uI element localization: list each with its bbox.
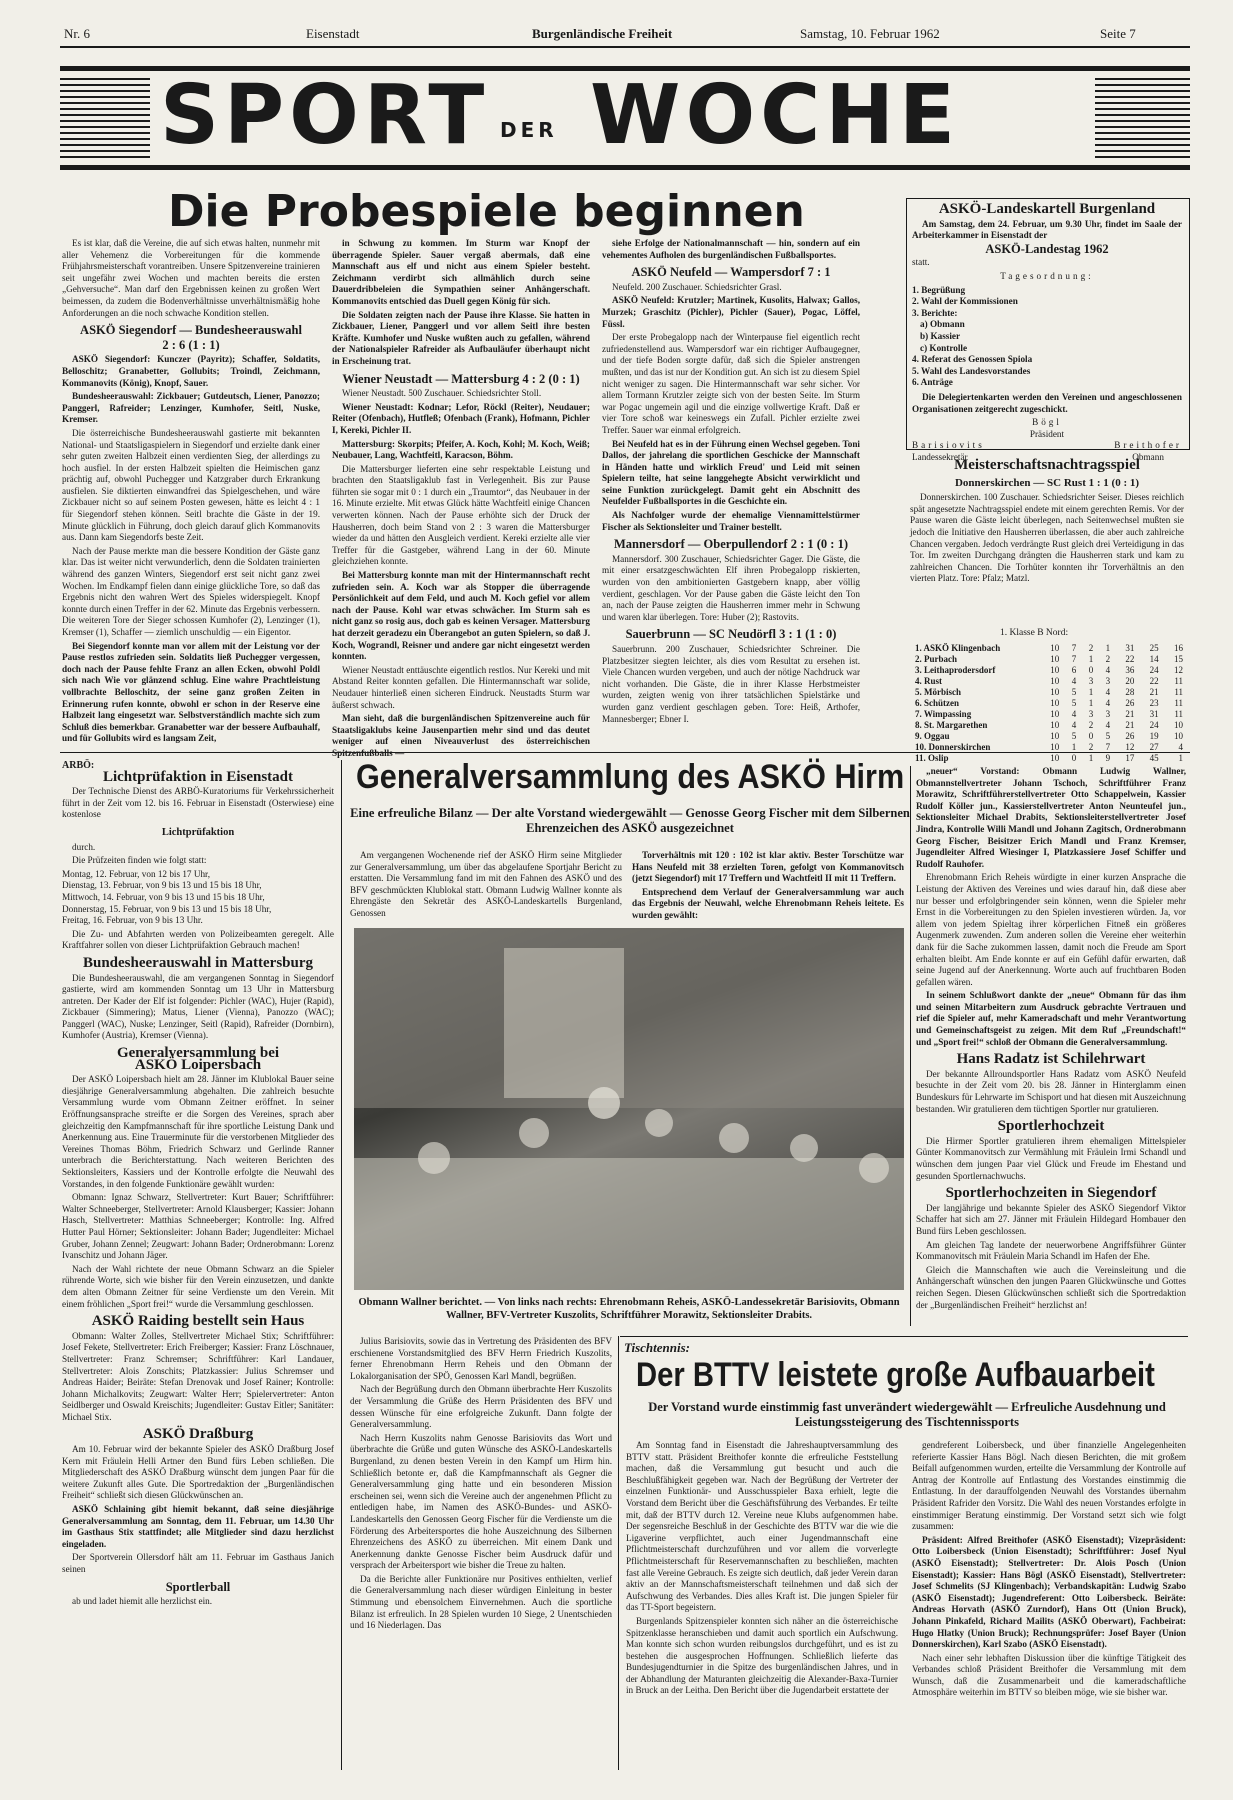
match1-report-4: in Schwung zu kommen. Im Sturm war Knopf der überragende Spieler. Sauer vergaß abermals, daß eine Mannschaft aus elf und nicht aus einem Spieler besteht. Zeichmann verdirbt sich allmählich durch seine Dauerdribbeleien die Sympathien seiner Anhängerschaft. Kommanovits entschied das Duell gegen König für sich. bbox=[332, 238, 590, 306]
table-cell: 2 bbox=[1088, 719, 1094, 730]
drassburg-title: ASKÖ Draßburg bbox=[142, 1426, 254, 1443]
match1-report-2: Nach der Pause merkte man die bessere Kondition der Gäste ganz klar. Das ist weiter nicht verwunderlich, denn die Soldaten trainierten während des ganzen Winters, Siegendorf erst seit nicht ganz zwei Wochen. Im Endkampf fielen dann einige glückliche Tore, so daß das Ergebnis nicht den wahren Wert des Spieles widerspiegelt. Knopf konnte durch einen Treffer in der 62. Minute das Ergebnis verbessern. Die weiteren Tore der Sieger schossen Kumhofer (2), Lenzinger (1), Kremser (1), Schaffer — ziemlich unschuldig — ein Eigentor. bbox=[62, 545, 320, 637]
header-rule bbox=[60, 46, 1190, 48]
table-cell: 10 bbox=[1050, 741, 1060, 752]
team-name: 9. Oggau bbox=[915, 730, 950, 741]
table-cell: 21 bbox=[1149, 686, 1159, 697]
hirm-board: „neuer“ Vorstand: Obmann Ludwig Wallner, Obmannstellvertreter Johann Tschoch, Schriftführer Franz Morawitz, Schriftführerstellvertreter Otto Schappelwein, Kassier Rudolf Köller jun., Kassierstellvertreter Anton Neunteufel jun., Sektionsleiter Michael Drabits, Sektionsleiterstellvertreter Josef Jindra, Kontrolle Willi Mandl und Johann Zagitsch, Ordnerobmann Georg Fischer, Beisitzer Erich Mandl und Franz Kremser, Jugendleiter Alfred Wiesinger I, Platzkassiere Josef Schiffer und Rudolf Rauhofer. bbox=[916, 766, 1186, 869]
place: Eisenstadt bbox=[306, 26, 360, 41]
table-cell: 2 bbox=[1088, 642, 1094, 653]
match1-lineup-away: Bundesheerauswahl: Zickbauer; Gutdeutsch, Liener, Panozzo; Panggerl, Rafreider; Lenzinger, Kumhofer, Seitl, Nuske, Kremser. bbox=[62, 391, 320, 425]
bttv-text-5: Nach einer sehr lebhaften Diskussion über die künftige Tätigkeit des Verbandes schloß Präsident Breithofer die Versammlung mit dem Wunsch, daß die Zusammenarbeit und die kameradschaftliche Atmosphäre weiterhin im BTTV so bleiben möge, wie sie bisher war. bbox=[912, 1652, 1186, 1698]
match3-report-1: Der erste Probegalopp nach der Winterpause fiel eigentlich recht zufriedenstellend aus. Wampersdorf war ein richtiger Aufbaugegner, und der tiefe Boden sorgte dafür, daß sich die Spieler anstrengen mußten, und das ist nur der Kondition gut. An sich ist zu diesem Spiel nicht weniger zu sagen. Die Hintermannschaft war sehr sicher. Vor allem Tormann Krutzler zeigte sich von der besten Seite. Im Sturm war Pogac ungemein agil und die einzige vollwertige Kraft. Daß er vier Tore schoß war keineswegs ein Zufall. Pichler erzielte zwei Treffer. Sauer war einmal erfolgreich. bbox=[602, 332, 860, 435]
match2-info: Wiener Neustadt. 500 Zuschauer. Schiedsrichter Stoll. bbox=[342, 388, 542, 399]
hirm-text-4: Julius Barisiovits, sowie das in Vertretung des Präsidenten des BFV erschienene Vorstandsmitglied des BFV Herrn Friedrich Kuszolits, ferner Ehrenobmann Herrn Reheis und den Obmann der Lokalorganisation der SPÖ, Genossen Karl Mandl, begrüßen. bbox=[350, 1336, 612, 1381]
match2-report-2: Bei Mattersburg konnte man mit der Hintermannschaft recht zufrieden sein. A. Koch war als Stopper die überragende Persönlichkeit auf dem Feld, und auch M. Koch gefiel vor allem nach der Pause. Kohl war etwas schwächer. Im Sturm sah es nicht ganz so rosig aus, doch gab es keinen Versager. Mattersburg hat derzeit geradezu ein Überangebot an guten Spielern, so daß J. Koch, Wograndl, Reisner und andere gar nicht eingesetzt werden konnten. bbox=[332, 570, 590, 662]
agenda-item: 3. Berichte: bbox=[912, 307, 958, 318]
table-cell: 4 bbox=[1071, 675, 1077, 686]
table-cell: 4 bbox=[1105, 664, 1111, 675]
table-cell: 2 bbox=[1105, 653, 1111, 664]
team-name: 8. St. Margarethen bbox=[915, 719, 988, 730]
match2-lineup-home: Wiener Neustadt: Kodnar; Lefor, Röckl (Reiter), Neudauer; Reiter (Ofenbach), Hutfleß; Ofenbach (Frank), Hofmann, Pichler I, Kereki, Pichler II. bbox=[332, 401, 590, 435]
table-cell: 7 bbox=[1071, 653, 1077, 664]
team-name: 4. Rust bbox=[915, 675, 943, 686]
table-cell: 10 bbox=[1174, 719, 1183, 730]
table-cell: 16 bbox=[1174, 642, 1183, 653]
photo-caption: Obmann Wallner berichtet. — Von links nach rechts: Ehrenobmann Reheis, ASKÖ-Landessekretär Barisiovits, Obmann Wallner, BFV-Vertreter Kuszolits, Schriftführer Morawitz, Sektionsleiter Drabits. bbox=[358, 1297, 900, 1321]
kartell-agenda-title: Tagesordnung: bbox=[1000, 270, 1094, 281]
team-name: 1. ASKÖ Klingenbach bbox=[915, 642, 1001, 653]
match1-report-1: Die österreichische Bundesheerauswahl gastierte mit bekannten National- und Staatsligaspielern in Siegendorf und erzielte dank einer sehr guten zweiten Halbzeit einen verdienten Sieg, der allerdings zu hoch ausfiel. In der ersten Halbzeit spielten die Heimischen ganz prächtig auf, obwohl Puchegger und Katzgraber durch Erkrankung ausfielen. Sie diktierten einwandfrei das Spielgeschehen, und wäre Zickbauer nicht so auf seinem Posten gewesen, hätte es leicht 4 : 1 für Siegendorf stehen können. Seitl brachte die Gäste in der 19. Minute glücklich in Führung, doch gleich darauf glich Kommanovits aus. Dann kam Siegendorfs beste Zeit. bbox=[62, 427, 320, 543]
table-cell: 11 bbox=[1174, 708, 1183, 719]
team-name: 3. Leithaprodersdorf bbox=[915, 664, 996, 675]
kartell-title: ASKÖ-Landeskartell Burgenland bbox=[938, 201, 1156, 217]
table-cell: 21 bbox=[1125, 719, 1135, 730]
table-cell: 3 bbox=[1105, 708, 1111, 719]
table-cell: 26 bbox=[1125, 697, 1135, 708]
kartell-agenda bbox=[912, 285, 1182, 389]
table-cell: 17 bbox=[1125, 752, 1135, 763]
table-cell: 20 bbox=[1125, 675, 1135, 686]
table-cell: 45 bbox=[1149, 752, 1159, 763]
loipersbach-text-1: Der ASKÖ Loipersbach hielt am 28. Jänner im Klublokal Bauer seine diesjährige Generalversammlung abgehalten. Die zahlreich besuchte Versammlung wurde vom Obmann Zeitner eröffnet. In seiner Eröffnungsansprache streifte er die Sorgen des Vereines, sprach aber gleichzeitig den Kampfmannschaft für ihre sportliche Leistung Dank und Anerkennung aus. Eine Trauerminute für die verstorbenen Mitglieder des Vereines Thomas Böhm, Friedrich Schwarz und Gerlinde Ranner unterbrach die Berichterstattung. Nach weiteren Berichten des Sektionsleiters, Kassiers und der Kontrolle erfolgte die Neuwahl des Vorstandes, in den folgende Funktionäre gewählt wurden: bbox=[62, 1074, 334, 1189]
president-name: Bögl bbox=[1032, 417, 1062, 428]
table-cell: 10 bbox=[1050, 719, 1060, 730]
column-rule bbox=[341, 760, 342, 1770]
nachtrag-title: Meisterschaftsnachtragsspiel bbox=[954, 457, 1140, 473]
table-row bbox=[912, 730, 1186, 741]
team-name: 5. Mörbisch bbox=[915, 686, 961, 697]
table-cell: 3 bbox=[1088, 675, 1094, 686]
match3-lineup: ASKÖ Neufeld: Krutzler; Martinek, Kusolits, Halwax; Gallos, Murzek; Graschitz (Pichler), Pichler (Sauer), Pogac, Löffel, Füssl. bbox=[602, 295, 860, 329]
table-row bbox=[912, 686, 1186, 697]
masthead-bottom-rule bbox=[60, 165, 1190, 170]
arbo-durch: durch. bbox=[72, 841, 96, 852]
match1-lineup-home: ASKÖ Siegendorf: Kunczer (Payritz); Schaffer, Soldatits, Belloschitz; Granabetter, Gollubits; Troindl, Zeichmann, Kommanovits (König), Knopf, Sauer. bbox=[62, 354, 320, 388]
table-cell: 1 bbox=[1088, 653, 1094, 664]
table-cell: 10 bbox=[1050, 752, 1060, 763]
agenda-item: a) Obmann bbox=[920, 319, 965, 330]
table-cell: 10 bbox=[1050, 686, 1060, 697]
table-cell: 3 bbox=[1105, 675, 1111, 686]
ollersdorf-text: Der Sportverein Ollersdorf hält am 11. Februar im Gasthaus Janich seinen bbox=[62, 1552, 334, 1574]
table-cell: 5 bbox=[1071, 697, 1077, 708]
table-cell: 4 bbox=[1105, 686, 1111, 697]
match4-title: Mannersdorf — Oberpullendorf 2 : 1 (0 : 1) bbox=[613, 537, 848, 552]
agenda-item: b) Kassier bbox=[920, 330, 961, 341]
team-name: 6. Schützen bbox=[915, 697, 960, 708]
president-role: Präsident bbox=[1029, 428, 1065, 439]
table-cell: 23 bbox=[1149, 697, 1159, 708]
siegendorf-text-2: Am gleichen Tag landete der neuerworbene Angriffsführer Günter Kommanovitsch mit Fräulein Maria Schandl im Hafen der Ehe. bbox=[916, 1239, 1186, 1262]
bundesheer-title: Bundesheerauswahl in Mattersburg bbox=[82, 954, 314, 971]
nachtrag-report: Donnerskirchen. 100 Zuschauer. Schiedsrichter Seiser. Dieses reichlich spät angesetzte Nachtragsspiel endete mit einem gerechten Remis. Vor der Pause waren die Gäste leicht überlegen, nach Seitenwechsel mußten sie jedoch die Initiative den Hausherren überlassen, die aber auch zahlreiche Chancen vergaben. Jedoch verdrängte Rust gleich drei Verteidigung in das Tor. Im zweiten Durchgang drängten die Hausherren stark und kam zu zahlreichen Chancen. Die Torhüter konnten ihr Torverhältnis an den vierten Platz. Tore: Pfalz; Matzl. bbox=[910, 492, 1184, 584]
arbo-label: ARBÖ: bbox=[62, 760, 95, 771]
team-name: 11. Oslip bbox=[915, 752, 949, 763]
match2-report-5: siehe Erfolge der Nationalmannschaft — hin, sondern auf ein vehementes Aufholen des burgenländischen Fußballsportes. bbox=[602, 238, 860, 260]
siegendorf-text-3: Gleich die Mannschaften wie auch die Vereinsleitung und die Anhängerschaft wünschen den jungen Paaren Glückwünsche und Gottes reichen Segen. Diesen Glückwünschen schließt sich die Sportredaktion der „Burgenländischen Freiheit“ herzlichst an! bbox=[916, 1264, 1186, 1310]
arbo-times-intro: Die Prüfzeiten finden wie folgt statt: bbox=[72, 855, 207, 866]
siegendorf-title: Sportlerhochzeiten in Siegendorf bbox=[945, 1185, 1157, 1202]
league-table bbox=[912, 642, 1186, 763]
bttv-top-rule bbox=[620, 1336, 1188, 1337]
hirm-column-c bbox=[350, 1336, 612, 1770]
table-cell: 24 bbox=[1149, 664, 1159, 675]
table-cell: 10 bbox=[1050, 697, 1060, 708]
table-row bbox=[912, 675, 1186, 686]
match2-report-1: Die Mattersburger lieferten eine sehr respektable Leistung und brachten den Staatsligaklub fast in Verlegenheit. Bis zur Pause führten sie sogar mit 0 : 1 durch ein „Traumtor“, das Neubauer in der 16. Minute erzielte. Mit etwas Glück hätte Wachtfeitl einige Chancen verwerten können. Nach der Pause erhöhte sich der Druck der Hausherren, doch beim Stand von 2 : 3 waren die Mattersburger wieder da und hätten den Ausgleich verdient. Kereki erzielte alle vier Treffer für die Gastgeber, während Lang in der 60. Minute gleichziehen konnte. bbox=[332, 463, 590, 567]
secretary-role: Landessekretär bbox=[912, 451, 968, 462]
arbo-time: Donnerstag, 15. Februar, von 9 bis 13 und 15 bis 18 Uhr, bbox=[62, 903, 272, 914]
hirm-text-2: Torverhältnis mit 120 : 102 ist klar aktiv. Bester Torschütze war Hans Neufeld mit 38 erzielten Toren, gefolgt von Kommanovitsch (jetzt Siegendorf) mit 17 Treffern und Wachtfeitl II mit 11 Treffern. bbox=[632, 850, 904, 884]
match3-report-2: Bei Neufeld hat es in der Führung einen Wechsel gegeben. Toni Dallos, der jahrelang die sportlichen Geschicke der Mannschaft in Händen hatte und wirklich Freud' und Leid mit seinen Spielern teilte, hat seine langgehegte Absicht verwirklicht und seine Funktion zurückgelegt. Damit geht ein Abschnitt des Neufelder Fußballsportes in die Geschichte ein. bbox=[602, 438, 860, 507]
hirm-column-b bbox=[632, 850, 904, 920]
table-cell: 4 bbox=[1178, 741, 1183, 752]
team-name: 10. Donnerskirchen bbox=[915, 741, 991, 752]
raiding-title: ASKÖ Raiding bestellt sein Haus bbox=[91, 1313, 305, 1330]
drassburg-text: Am 10. Februar wird der bekannte Spieler des ASKÖ Draßburg Josef Kern mit Fräulein Helli Artner den Bund fürs Leben schließen. Die Mitgliederschaft des ASKÖ Draßburg wünscht dem jungen Paar für die weitere Zukunft alles Gute. Die Sportredaktion der „Burgenländischen Freiheit“ schließt sich diesen Glückwünschen an. bbox=[62, 1444, 334, 1501]
masthead-word-der: DER bbox=[500, 118, 558, 142]
hirm-text-5: Nach der Begrüßung durch den Obmann überbrachte Herr Kuszolits der Versammlung die Grüße des Herrn Präsidenten des BFV und dessen Wünsche für eine erfolgreiche Zukunft. Dann folgte der Generalversammlung. bbox=[350, 1384, 612, 1430]
table-cell: 21 bbox=[1125, 708, 1135, 719]
table-cell: 31 bbox=[1125, 642, 1135, 653]
column-rule bbox=[910, 766, 911, 1326]
table-row bbox=[912, 741, 1186, 752]
hochzeit-text: Die Hirmer Sportler gratulieren ihrem ehemaligen Mittelspieler Günter Kommanovitsch zur Vermählung mit Fräulein Irmi Schandl und wünschen dem jungen Paar viel Glück und Freude im Ehestand und gesunden Sportlernachwuchs. bbox=[916, 1135, 1186, 1181]
match4-report: Mannersdorf. 300 Zuschauer, Schiedsrichter Gager. Die Gäste, die mit einer ersatzgeschwächten Elf ihren Probegalopp riskierten, wurden von den ambitionierten Gastgebern knapp, aber völlig verdient, geschlagen. Vor der Pause gaben die Gäste leicht den Ton an, nach der Pause zeigten die Hausherren immer mehr in Schwung und waren klar überlegen. Tore: Huber (2); Rastovits. bbox=[602, 553, 860, 622]
arbo-time: Montag, 12. Februar, von 12 bis 17 Uhr, bbox=[62, 868, 211, 879]
arbo-title: Lichtprüfaktion in Eisenstadt bbox=[102, 768, 294, 785]
masthead-hatch-right bbox=[1095, 78, 1190, 158]
nachtrag-match: Donnerskirchen — SC Rust 1 : 1 (0 : 1) bbox=[954, 476, 1140, 489]
arbo-text: Der Technische Dienst des ARBÖ-Kuratoriums für Verkehrssicherheit führt in der Zeit vom 12. bis 16. Februar in Eisenstadt (Osterwiese) eine kostenlose bbox=[62, 786, 334, 820]
schlaining-text: ASKÖ Schlaining gibt hiemit bekannt, daß seine diesjährige Generalversammlung am Sonntag, dem 11. Februar, um 14.30 Uhr im Gasthaus Stix stattfindet; alle Mitglieder sind dazu herzlichst eingeladen. bbox=[62, 1504, 334, 1549]
table-cell: 11 bbox=[1174, 697, 1183, 708]
table-cell: 1 bbox=[1088, 686, 1094, 697]
table-cell: 11 bbox=[1174, 675, 1183, 686]
table-cell: 3 bbox=[1088, 708, 1094, 719]
table-cell: 25 bbox=[1149, 642, 1159, 653]
table-cell: 4 bbox=[1105, 697, 1111, 708]
table-row bbox=[912, 719, 1186, 730]
issue-number: Nr. 6 bbox=[64, 26, 90, 41]
table-cell: 10 bbox=[1050, 730, 1060, 741]
table-row bbox=[912, 752, 1186, 763]
table-cell: 5 bbox=[1071, 730, 1077, 741]
match5-title: Sauerbrunn — SC Neudörfl 3 : 1 (1 : 0) bbox=[625, 627, 837, 642]
bttv-column-2 bbox=[912, 1440, 1186, 1770]
hirm-column-a bbox=[350, 850, 622, 920]
table-cell: 12 bbox=[1174, 664, 1183, 675]
kartell-signature-president bbox=[912, 417, 1182, 440]
bttv-text-2: Burgenlands Spitzenspieler konnten sich näher an die österreichische Spitzenklasse heranschieben und damit auch sportlich ein Aufschwung. Man konnte sich schon wurden reibungslos durchgeführt, und es ist zu bestehen die ausgesprochen Hoffnungen. Schließlich lieferte das Bundesjugendturnier in die Spitze des burgenländischen Jahres, und in der Abhandlung der Maturanten gleichzeitig die Alexander-Baxa-Turnier in Bruck an der Leitha. Den Bericht über die Jugendarbeit erstattete der bbox=[626, 1615, 898, 1696]
hirm-text-1: Am vergangenen Wochenende rief der ASKÖ Hirm seine Mitglieder zur Generalversammlung, um über das abgelaufene Sportjahr Bericht zu erstatten. Die Versammlung fand im mit den Fahnen des ASKÖ und des BFV geschmückten Klublokal statt. Obmann Ludwig Wallner konnte als Ehrengäste den Sekretär des ASKÖ-Landeskartells Burgenland, Genossen bbox=[350, 850, 622, 918]
match3-info: Neufeld. 200 Zuschauer. Schiedsrichter Grasl. bbox=[612, 281, 782, 292]
team-name: 7. Wimpassing bbox=[915, 708, 972, 719]
loipersbach-text-3: Nach der Wahl richtete der neue Obmann Schwarz an die Spieler rührende Worte, sich wie bisher für den Verein einzusetzen, und dankte dem alten Obmann Zeitner für seine Verdienste um den Verein. Mit einem fröhlichen „Sport frei!“ wurde die Versammlung geschlossen. bbox=[62, 1263, 334, 1309]
table-cell: 1 bbox=[1178, 752, 1183, 763]
table-cell: 1 bbox=[1088, 752, 1094, 763]
chairman-role: Obmann bbox=[1132, 451, 1164, 462]
table-row bbox=[912, 653, 1186, 664]
table-cell: 10 bbox=[1050, 664, 1060, 675]
table-cell: 2 bbox=[1088, 741, 1094, 752]
match1-title: ASKÖ Siegendorf — Bundesheerauswahl bbox=[80, 323, 302, 338]
table-cell: 0 bbox=[1088, 730, 1094, 741]
table-cell: 15 bbox=[1174, 653, 1183, 664]
masthead-word-sport: SPORT bbox=[160, 68, 490, 163]
table-cell: 10 bbox=[1050, 675, 1060, 686]
kartell-intro: Am Samstag, dem 24. Februar, um 9.30 Uhr, findet im Saale der Arbeiterkammer in Eisenstadt der bbox=[912, 218, 1182, 241]
left-lower-column bbox=[62, 760, 334, 1770]
bttv-subhead: Der Vorstand wurde einstimmig fast unverändert wiedergewählt — Erfreuliche Ausdehnung und Leistungssteigerung des Tischtennissports bbox=[648, 1400, 1166, 1429]
match2-lineup-away: Mattersburg: Skorpits; Pfeifer, A. Koch, Kohl; M. Koch, Weiß; Neubauer, Lang, Wachtfeitl, Karacson, Böhm. bbox=[332, 438, 590, 461]
table-cell: 28 bbox=[1125, 686, 1135, 697]
table-cell: 5 bbox=[1071, 686, 1077, 697]
table-cell: 27 bbox=[1149, 741, 1159, 752]
league-table-title: 1. Klasse B Nord: bbox=[1000, 628, 1069, 638]
match1-report-3: Bei Siegendorf konnte man vor allem mit der Leistung vor der Pause restlos zufrieden sein. Soldatits ließ Puchegger vergessen, doch nach der Pause fehlte Franz an allen Ecken, obwohl Poldl sich nach Wie vor glänzend schlug. Eine wahre Prachtleistung vollbrachte Belloschitz, der seine ganz großen Zeiten in Erinnerung rufen konnte, obwohl er schon in der Reserve eine Halbzeit lang eingesetzt war. Selbstverständlich machte sich zum Schluß dies bemerkbar. Granabetter war der bessere Aufbauhalf, und für Gollubits wird es langsam Zeit, bbox=[62, 640, 320, 744]
table-cell: 4 bbox=[1105, 719, 1111, 730]
secretary-name: Barisiovits bbox=[912, 440, 985, 451]
bundesheer-text: Die Bundesheerauswahl, die am vergangenen Sonntag in Siegendorf gastierte, wird am kommenden Sonntag um 13 Uhr in Mattersburg antreten. Der Kader der Elf ist folgender: Pichler (WAC), Hujer (Rapid), Zickbauer (Simmering); Matus, Liener (Vienna), Panozzo (WAC); Panggerl (WAC), Nuske; Lenzinger, Seitl (Rapid), Rafreider (Dornbirn), Kumhofer (Austria), Kremser (Vienna). bbox=[62, 972, 334, 1041]
photo-scene bbox=[354, 928, 904, 1290]
kartell-event: ASKÖ-Landestag 1962 bbox=[985, 241, 1109, 256]
kartell-delegates: Die Delegiertenkarten werden den Vereinen und angeschlossenen Organisationen zeitgerecht zugeschickt. bbox=[912, 391, 1182, 414]
table-cell: 10 bbox=[1050, 708, 1060, 719]
section-divider bbox=[60, 752, 1190, 753]
lead-column-3 bbox=[602, 238, 860, 743]
table-cell: 4 bbox=[1071, 719, 1077, 730]
hirm-subhead: Eine erfreuliche Bilanz — Der alte Vorstand wiedergewählt — Genosse Georg Fischer mit dem Silbernen Ehrenzeichen des ASKÖ ausgezeichnet bbox=[350, 806, 910, 835]
bttv-headline: Der BTTV leistete große Aufbauarbeit bbox=[636, 1356, 1155, 1394]
bttv-column-1 bbox=[626, 1440, 898, 1770]
table-cell: 26 bbox=[1125, 730, 1135, 741]
loipersbach-title-1: Generalversammlung bei bbox=[116, 1045, 280, 1062]
bttv-text-4: Präsident: Alfred Breithofer (ASKÖ Eisenstadt); Vizepräsident: Otto Loibersbeck (Union Eisenstadt); Schriftführer: Josef Nyul (ASKÖ Eisenstadt); Stellvertreter: Dr. Alois Posch (Union Eisenstadt); Kassier: Hans Bögl (ASKÖ Eisenstadt), Stellvertreter: Josef Schmelits (SJ Klingenbach); Verbandskapitän: Ludwig Szabo (ASKÖ Eisenstadt); Jugendreferent: Otto Loibersbeck. Beiräte: Andreas Horvath (ASKÖ Zurndorf), Hans Ott (Union Bruck), Johann Pinkafeld, Richard Mailits (ASKÖ Oberwart), Fachbeirat: Hugo Hlatky (Union Bruck); Rechnungsprüfer: Josef Bayer (Union Donnerskirchen), Karl Szabo (ASKÖ Eisenstadt). bbox=[912, 1534, 1186, 1650]
match2-report-3: Wiener Neustadt enttäuschte eigentlich restlos. Nur Kereki und mit Abstand Reiter konnten gefallen. Die Hintermannschaft war solide, Neudauer hinterließ einen sicheren Eindruck. Neustadts Sturm war äußerst schwach. bbox=[332, 664, 590, 710]
hirm-closing: In seinem Schlußwort dankte der „neue“ Obmann für das ihm und seinen Mitarbeitern zum Ausdruck gebrachte Vertrauen und rief die Spieler auf, mehr Kameradschaft und mehr Verantwortung und Gemeinschaftsgeist zu zeigen. Mit dem Ruf „Freundschaft!“ und „Sport frei!“ schloß der Obmann die Generalversammlung. bbox=[916, 990, 1186, 1047]
table-cell: 31 bbox=[1149, 708, 1159, 719]
match3-report-3: Als Nachfolger wurde der ehemalige Viennamittelstürmer Fischer als Sektionsleiter und Trainer bestellt. bbox=[602, 510, 860, 532]
table-row bbox=[912, 642, 1186, 653]
table-cell: 9 bbox=[1105, 752, 1111, 763]
table-row bbox=[912, 697, 1186, 708]
table-cell: 19 bbox=[1149, 730, 1159, 741]
sportlerball: Sportlerball bbox=[165, 1579, 231, 1594]
table-cell: 4 bbox=[1071, 708, 1077, 719]
lead-intro: Es ist klar, daß die Vereine, die auf sich etwas halten, nunmehr mit aller Vehemenz die Vorbereitungen für die kommende Frühjahrsmeisterschaft vorantreiben. Unsere Spitzenvereine trainieren seit ungefähr zwei Wochen und machten bereits die ersten „Gehversuche“. Man darf den Ergebnissen keinen zu großen Wert beimessen, da zudem die Bodenverhältnisse unverhältnismäßig hohe Anforderungen an die noch schwache Kondition stellen. bbox=[62, 238, 320, 318]
table-cell: 1 bbox=[1105, 642, 1111, 653]
masthead-hatch-left bbox=[60, 78, 150, 158]
match3-title: ASKÖ Neufeld — Wampersdorf 7 : 1 bbox=[631, 265, 831, 280]
table-cell: 1 bbox=[1071, 741, 1077, 752]
masthead-word-woche: WOCHE bbox=[590, 68, 960, 163]
table-cell: 12 bbox=[1125, 741, 1135, 752]
hirm-text-7: Da die Berichte aller Funktionäre nur Positives enthielten, verlief die Generalversammlung nach dieser würdigen Einleitung in bester Stimmung und ebensolchem Einvernehmen. Auch die sportliche Bilanz ist erfreulich. In 28 Spielen wurden 10 Siege, 2 Unentschieden und 16 Niederlagen. Das bbox=[350, 1573, 612, 1631]
table-cell: 6 bbox=[1071, 664, 1077, 675]
match1-report-5: Die Soldaten zeigten nach der Pause ihre Klasse. Sie hatten in Zickbauer, Liener, Panggerl und vor allem Seitl ihre besten Kräfte. Kumhofer und Nuske wußten auch zu gefallen, während der Nationalspieler Rafreider als Aufbauläufer überhaupt nicht in Erscheinung trat. bbox=[332, 309, 590, 366]
table-cell: 7 bbox=[1071, 642, 1077, 653]
table-cell: 1 bbox=[1088, 697, 1094, 708]
bttv-text-3: gendreferent Loibersbeck, und über finanzielle Angelegenheiten referierte Kassier Hans Bögl. Nach diesen Berichten, die mit großem Beifall aufgenommen wurden, erteilte die Versammlung der Kontrolle auf Antrag der Kontrolle auf Entlastung des Vorstandes einstimmig die Entlastung. In der darauffolgenden Neuwahl des Vorstandes übernahm Präsident Rafrider den Vorsitz. Die Wahl des neuen Vorstandes erfolgte in einstimmiger Beratung einstimmig. Der Vorstand setzt sich wie folgt zusammen: bbox=[912, 1440, 1186, 1532]
chairman-name: Breithofer bbox=[1114, 440, 1182, 451]
match2-title: Wiener Neustadt — Mattersburg 4 : 2 (0 : 1) bbox=[342, 371, 580, 386]
radatz-text: Der bekannte Allroundsportler Hans Radatz vom ASKÖ Neufeld besuchte in der Zeit vom 20. bis 28. Jänner in Hinterglamm einen Bundeskurs für Lehrwarte im Schisport und hat diesen mit Auszeichnung bestanden. Wir gratulieren dem tüchtigen Sportler nur gratulieren. bbox=[916, 1068, 1186, 1114]
radatz-title: Hans Radatz ist Schilehrwart bbox=[956, 1051, 1146, 1068]
team-name: 2. Purbach bbox=[915, 653, 958, 664]
table-cell: 22 bbox=[1149, 675, 1159, 686]
meeting-photo bbox=[354, 928, 904, 1290]
table-cell: 0 bbox=[1088, 664, 1094, 675]
hochzeit-title: Sportlerhochzeit bbox=[997, 1118, 1105, 1135]
issue-date: Samstag, 10. Februar 1962 bbox=[800, 26, 940, 41]
table-cell: 24 bbox=[1149, 719, 1159, 730]
agenda-item: 5. Wahl des Landesvorstandes bbox=[912, 365, 1031, 376]
table-cell: 5 bbox=[1105, 730, 1111, 741]
page-number: Seite 7 bbox=[1100, 26, 1136, 41]
hirm-text-3: Entsprechend dem Verlauf der Generalversammlung war auch das Ergebnis der Neuwahl, welche Ehrenobmann Reheis leitete. Es wurden gewählt: bbox=[632, 886, 904, 920]
hirm-reheis: Ehrenobmann Erich Reheis würdigte in einer kurzen Ansprache die Leistung der Aktiven des Vereines und wies darauf hin, daß diese aber nur besser und erfolgbringender sein können, wenn die Spieler mehr Ernst in die Vorbereitungen zu den Spielen investieren würden. Ja, vor allem von jedem Spieltag ihrer körperlichen Fitneß ein größeres Augenmerk zuwenden. Zum anderen sollen die Vereine eher weiterhin dank für die Sache zukommen lassen, damit noch die Freude am Sport erhalten bleibt. Am Ende konnte er auf ein Gefühl dafür erwarten, daß seine Jugend auf der Anerkennung. Worte auch auf fruchtbaren Boden gefallen wären. bbox=[916, 872, 1186, 987]
paper-name: Burgenländische Freiheit bbox=[532, 26, 673, 41]
match2-report-4: Man sieht, daß die burgenländischen Spitzenvereine auch für Staatsligaklubs keine Jausenpartien mehr sind und das deutet weniger auf einen Niveauverlust des österreichischen bbox=[332, 713, 590, 747]
kartell-statt: statt. bbox=[912, 257, 930, 268]
table-cell: 10 bbox=[1174, 730, 1183, 741]
table-row bbox=[912, 664, 1186, 675]
loipersbach-title-2: ASKÖ Loipersbach bbox=[134, 1056, 262, 1073]
table-cell: 14 bbox=[1149, 653, 1159, 664]
arbo-time: Dienstag, 13. Februar, von 9 bis 13 und 15 bis 18 Uhr, bbox=[62, 880, 262, 891]
arbo-time: Mittwoch, 14. Februar, von 9 bis 13 und 15 bis 18 Uhr, bbox=[62, 891, 265, 902]
raiding-text: Obmann: Walter Zolles, Stellvertreter Michael Stix; Schriftführer: Josef Fekete, Stellvertreter: Erich Freiberger; Kassier: Franz Löschnauer, Stellvertreter: Franz Schremser; Schriftführer: Karl Landauer, Stellvertreter: Alois Zonschits; Platzkassier: Julius Schremser und Andreas Haider; Beiräte: Stefan Drenovak und Josef Rainer; Kontrolle: Johann Michalkovits; Zeugwart: Walter Herr; Spielervertreter: Anton Seidlberger und Oswald Kreischits; Jugendleiter: Gustav Eitler; Sanitäter: Michael Stix. bbox=[62, 1330, 334, 1422]
lead-headline: Die Probespiele beginnen bbox=[168, 186, 805, 237]
hirm-text-6: Nach Herrn Kuszolits nahm Genosse Barisiovits das Wort und überbrachte die Grüße und guten Wünsche des ASKÖ-Landeskartells Burgenland, zu denen besten Verein in den Kampf um Hirm hin. Schließlich betonte er, daß die Kampfmannschaft als Gegner die Generalversammlung ging hatte und ein besonderen Mission erscheinen sei, wenn sich die Vereine auch der angenehmen Pflicht zu entledigen habe, im Namen des ASKÖ-Bundes- und ASKÖ-Landeskartells den Genossen Georg Fischer für die Verdienste um die Förderung des Arbeitersportes die hohe Auszeichnung des Silbernen Ehrenzeichens des ASKÖ zu überreichen. Mit einem Dank und Anerkennung dankte Genosse Fischer beim Ausdruck dafür und versprach der Arbeitersport wie bisher die Treue zu halten. bbox=[350, 1432, 612, 1571]
arbo-time: Freitag, 16. Februar, von 9 bis 13 Uhr. bbox=[62, 915, 203, 926]
table-cell: 36 bbox=[1125, 664, 1135, 675]
agenda-item: 6. Anträge bbox=[912, 377, 953, 388]
siegendorf-text-1: Der langjährige und bekannte Spieler des ASKÖ Siegendorf Viktor Schaffer hat sich am 27. Jänner mit Fräulein Hildegard Hombauer den Bund fürs Leben geschlossen. bbox=[916, 1202, 1186, 1236]
table-cell: 7 bbox=[1105, 741, 1111, 752]
bttv-text-1: Am Sonntag fand in Eisenstadt die Jahreshauptversammlung des BTTV statt. Präsident Breithofer konnte die erfreuliche Feststellung machen, daß die Versammlung gut besucht und auch die Beschlußfähigkeit gegeben war. Nach der Begrüßung der Vertreter der einzelnen Funktionär- und Ausschusspieler Baxa erhielt, legte die Vorstand dem Bericht über die Geschäftsführung des Verbandes. Er teilte mit, daß der BTTV durch 12. Vereine neue Klubs aufgenommen habe. Der segensreiche Beschluß in der Geschichte des BTTV war die wie die Ligaverine verpflichtet, auch einer Jugendmannschaft eine Pflichtmeisterschaft durchzuführen und vor allem die vorverlegte Pflichtmeisterschaft für Reservemannschaften zu beschließen, machten fast alle Vereine Gebrauch. Es zeigte sich deutlich, daß jeder Verein daran aktiv an der Mannschaftsmeisterschaft teilnehmen und daß sich der Aufschwung des Verbandes. Dies alles Kraft ist. Die jungen Spieler für das TT-Sport begeistern. bbox=[626, 1440, 898, 1613]
lead-column-1 bbox=[62, 238, 320, 743]
table-cell: 10 bbox=[1050, 642, 1060, 653]
table-cell: 10 bbox=[1050, 653, 1060, 664]
bttv-kicker: Tischtennis: bbox=[624, 1340, 690, 1355]
kartell-content bbox=[912, 201, 1182, 462]
table-cell: 11 bbox=[1174, 686, 1183, 697]
agenda-item: 2. Wahl der Kommissionen bbox=[912, 296, 1018, 307]
agenda-item: 4. Referat des Genossen Spiola bbox=[912, 354, 1033, 365]
table-cell: 22 bbox=[1125, 653, 1135, 664]
table-row bbox=[912, 708, 1186, 719]
loipersbach-text-2: Obmann: Ignaz Schwarz, Stellvertreter: Kurt Bauer; Schriftführer: Walter Schneeberger, Stellvertreter: Arnold Klausberger; Kassier: Johann Hasch, Stellvertreter: Matthias Schneeberger; Kontrolle: Ing. Alfred Hutter Paul Hörner; Sektionsleiter: Johann Bader; Jugendleiter: Michael Gruber, Johann Zennel; Zeugwart: Johann Bader; Ordnerobmann: Lorenz Ivanschitz und Johann Jäger. bbox=[62, 1192, 334, 1261]
ball-outro: ab und ladet hiemit alle herzlichst ein. bbox=[72, 1596, 213, 1607]
agenda-item: 1. Begrüßung bbox=[912, 284, 966, 295]
lead-column-2 bbox=[332, 238, 590, 747]
right-lower-column bbox=[916, 766, 1186, 1326]
arbo-sub: Lichtprüfaktion bbox=[161, 826, 235, 838]
match1-score: 2 : 6 (1 : 1) bbox=[162, 337, 220, 352]
nachtrag-section bbox=[910, 457, 1184, 625]
table-cell: 0 bbox=[1071, 752, 1077, 763]
match5-report: Sauerbrunn. 200 Zuschauer, Schiedsrichter Schreiner. Die Platzbesitzer siegten leichter, als dies vom Resultat zu ersehen ist. Viele Chancen wurden vergeben, und auch der nötige Nachdruck war nicht vorhanden. Die Gäste, die in ihrer Klasse Herbstmeister wurden, zeigten wenig von ihrer tatsächlichen Spielstärke und wurden ganz verdient geschlagen geben. Tore: Heiß, Arthofer, Mannesberger; Ebner I. bbox=[602, 644, 860, 724]
hirm-headline: Generalversammlung des ASKÖ Hirm bbox=[356, 758, 905, 796]
agenda-item: c) Kontrolle bbox=[920, 342, 968, 353]
column-rule bbox=[618, 1336, 619, 1770]
arbo-outro: Die Zu- und Abfahrten werden von Polizeibeamten geregelt. Alle Kraftfahrer sollen von dieser Lichtprüfaktion Gebrauch machen! bbox=[62, 928, 334, 951]
